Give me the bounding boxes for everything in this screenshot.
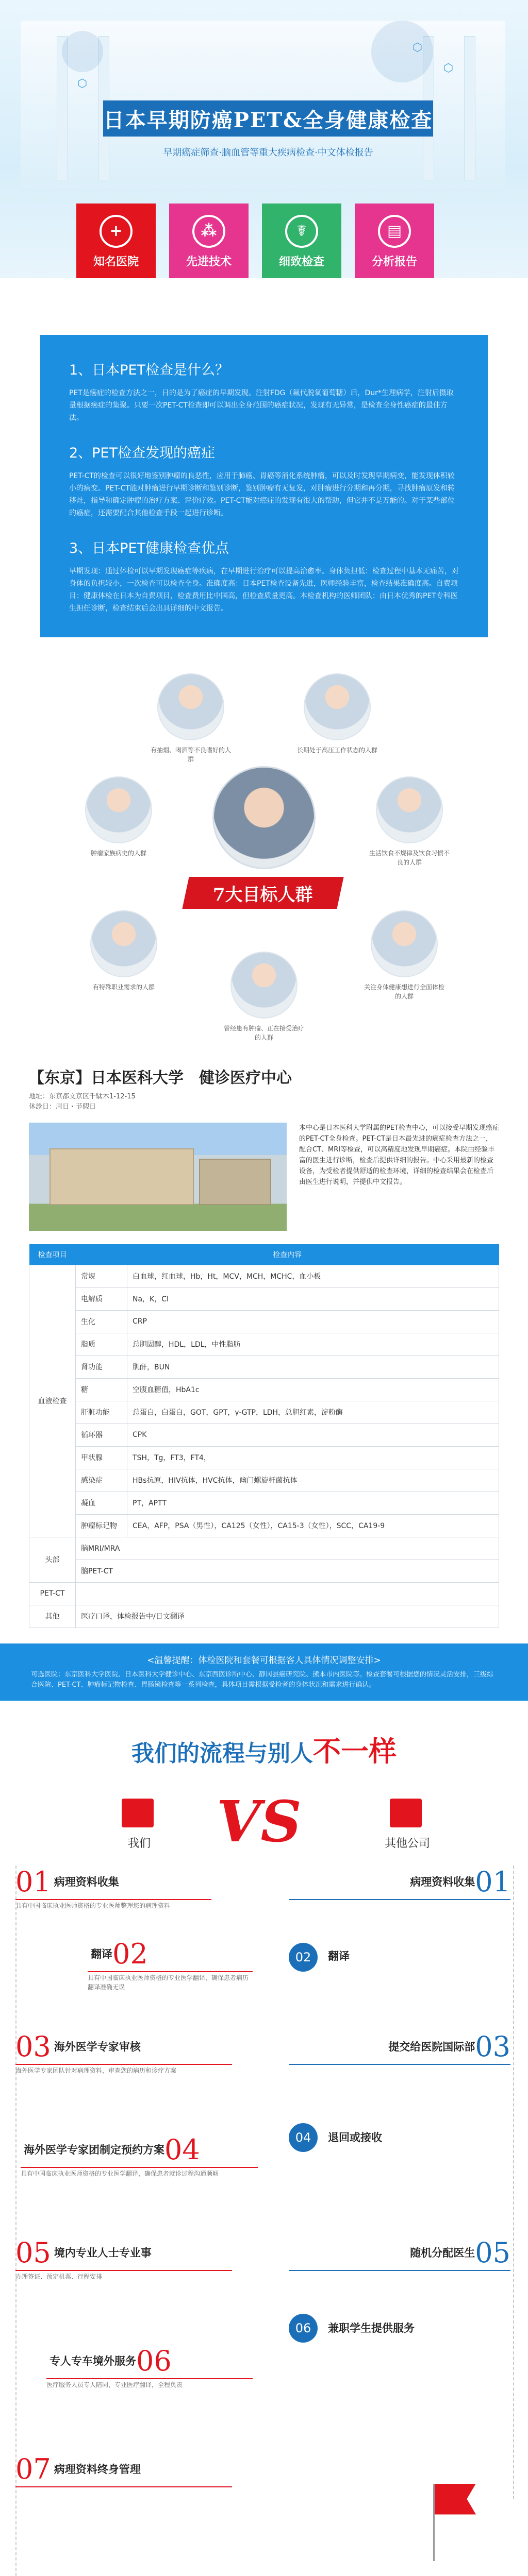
other-step bbox=[289, 2236, 510, 2271]
content-cell: 白血球，红血球，Hb，Ht，MCV，MCH，MCHC，血小板 bbox=[127, 1265, 499, 1287]
our-step bbox=[46, 2345, 253, 2389]
person-photo bbox=[157, 673, 224, 740]
content-cell: 总胆固醇，HDL，LDL，中性脂肪 bbox=[127, 1333, 499, 1355]
other-step bbox=[325, 2320, 459, 2335]
content-cell: PT，APTT bbox=[127, 1492, 499, 1514]
content-cell: 医疗口译，体检报告中/日文翻译 bbox=[76, 1605, 499, 1628]
target-group-item bbox=[296, 673, 378, 755]
step-underline bbox=[15, 2064, 232, 2065]
bubble-decoration bbox=[371, 21, 433, 82]
step-number: 01 bbox=[475, 1865, 510, 1898]
target-group-label: 肿瘤家族病史的人群 bbox=[90, 850, 146, 857]
step-number: 02 bbox=[295, 1950, 311, 1964]
pet-info-box bbox=[40, 335, 488, 637]
step-title: 退回或接收 bbox=[328, 2131, 382, 2144]
doctor-icon: ☤ bbox=[285, 215, 318, 248]
flag-icon bbox=[435, 2484, 476, 2515]
report-icon: ▤ bbox=[378, 215, 411, 248]
table-header-row bbox=[29, 1244, 499, 1265]
info-heading: 3、日本PET健康检查优点 bbox=[69, 540, 229, 556]
item-cell: 肾功能 bbox=[76, 1355, 127, 1378]
step-number: 03 bbox=[15, 2030, 51, 2063]
pillar-decoration bbox=[464, 36, 475, 180]
item-cell: 凝血 bbox=[76, 1492, 127, 1514]
target-group-item bbox=[150, 673, 232, 764]
step-title: 翻译 bbox=[91, 1948, 112, 1960]
step-desc: 办理签证、预定机票、行程安排 bbox=[15, 2273, 103, 2280]
item-cell: 生化 bbox=[76, 1310, 127, 1333]
other-step bbox=[289, 1866, 510, 1900]
building-shape bbox=[50, 1148, 194, 1205]
info-section bbox=[69, 359, 459, 424]
table-row bbox=[29, 1492, 499, 1514]
other-label: 其他公司 bbox=[384, 1837, 430, 1850]
house-icon bbox=[390, 1799, 422, 1827]
molecule-icon: ⬡ bbox=[77, 77, 88, 90]
step-underline bbox=[15, 2270, 232, 2271]
item-cell: 脂质 bbox=[76, 1333, 127, 1355]
our-step bbox=[88, 1938, 253, 1992]
target-group-label: 关注身体健康想进行全面体检的人群 bbox=[364, 984, 444, 1000]
item-cell: 循环器 bbox=[76, 1423, 127, 1446]
item-cell: 甲状腺 bbox=[76, 1446, 127, 1469]
step-underline bbox=[289, 2270, 510, 2271]
group-cell: PET-CT bbox=[29, 1582, 76, 1605]
step-title: 海外医学专家审核 bbox=[54, 2041, 141, 2053]
table-row bbox=[29, 1605, 499, 1628]
table-row bbox=[29, 1378, 499, 1401]
reminder-bar bbox=[0, 1643, 528, 1701]
reminder-title: <温馨提醒：体检医院和套餐可根据客人具体情况调整安排> bbox=[147, 1655, 381, 1666]
info-heading: 1、日本PET检查是什么？ bbox=[69, 362, 229, 378]
vs-label: VS bbox=[217, 1788, 302, 1855]
step-underline bbox=[289, 2064, 510, 2065]
flow-title-red: 不一样 bbox=[313, 1734, 397, 1768]
center-photo bbox=[212, 766, 316, 869]
cross-icon: + bbox=[100, 215, 133, 248]
target-groups bbox=[0, 663, 528, 1055]
other-timeline bbox=[513, 1866, 514, 2499]
flag-pole bbox=[433, 2484, 435, 2561]
item-cell: 糖 bbox=[76, 1378, 127, 1401]
feature-label: 细致检查 bbox=[278, 255, 324, 268]
our-label: 我们 bbox=[127, 1837, 151, 1850]
table-row bbox=[29, 1333, 499, 1355]
item-cell: 肝脏功能 bbox=[76, 1401, 127, 1423]
step-number: 03 bbox=[475, 2030, 510, 2063]
feature-technology bbox=[169, 204, 249, 278]
target-group-item bbox=[223, 952, 305, 1042]
step-underline bbox=[46, 2378, 253, 2379]
step-title: 病理资料收集 bbox=[54, 1876, 119, 1888]
step-desc: 具有中国临床执业医师资格的专业医学翻译，确保患者就诊过程沟通顺畅 bbox=[21, 2170, 219, 2177]
step-desc: 海外医学专家团队针对病理资料，审查您的病历和诊疗方案 bbox=[15, 2066, 177, 2074]
our-step bbox=[15, 2236, 232, 2281]
target-group-item bbox=[363, 910, 446, 1001]
step-title: 境内专业人士专业事 bbox=[54, 2247, 152, 2259]
step-desc: 医疗服务人员专人陪同，专业医疗翻译，全程负责 bbox=[46, 2381, 183, 2388]
step-dot bbox=[289, 1943, 318, 1972]
molecule-icon: ⁂ bbox=[192, 215, 225, 248]
building-shape bbox=[199, 1159, 271, 1205]
target-group-item bbox=[368, 776, 451, 867]
step-number: 05 bbox=[475, 2236, 510, 2269]
info-body: PET是癌症的检查方法之一，日的是为了癌症的早期发现。注射FDG（氟代脱氧葡萄糖）后，Dur*生理病学，注射后摄取量根据癌症的集聚。只要一次PET-CT检查即可以调出全身范围的癌症状况，发现有无异常，是检查全身性癌症的最佳方法。 bbox=[69, 389, 454, 422]
step-desc: 具有中国临床执业医师资格的专业医学翻译，确保患者病历翻译准确无误 bbox=[88, 1974, 249, 1991]
hospital-address: 地址：东京都文京区千駄木1-12-15 bbox=[29, 1093, 136, 1100]
other-step bbox=[325, 2129, 428, 2145]
person-photo bbox=[90, 910, 157, 977]
our-step bbox=[21, 2133, 258, 2178]
feature-label: 先进技术 bbox=[186, 255, 232, 268]
feature-report bbox=[355, 204, 434, 278]
process-comparison bbox=[0, 1721, 528, 2576]
other-step bbox=[289, 2030, 510, 2065]
person-photo bbox=[376, 776, 443, 843]
building-icon bbox=[122, 1799, 154, 1827]
info-body: 早期发现：通过体检可以早期发现癌症等疾病，在早期进行治疗可以提高治愈率。身体负担低：检查过程中基本无痛苦，对身体的负担较小，一次检查可以检查全身。准确度高：日本PET检查设备先进，医师经验丰富，检查结果准确度高。自费项目：健康体检在日本为自费项目，检查费用比中国高，但检查质量更高。本检查机构的医师团队：由日本优秀的PET专科医生担任诊断，检查结束后会出具详细的中文报告。 bbox=[69, 567, 459, 613]
content-cell: 脑PET-CT bbox=[76, 1560, 499, 1582]
person-photo bbox=[230, 952, 298, 1019]
step-desc: 具有中国临床执业医师资格的专业医师整理您的病理资料 bbox=[15, 1902, 171, 1909]
hero-title: 日本早期防癌PET&全身健康检查 bbox=[103, 108, 433, 132]
step-dot bbox=[289, 2314, 318, 2343]
group-cell: 其他 bbox=[29, 1605, 76, 1628]
hospital-photo bbox=[29, 1123, 287, 1231]
target-group-item bbox=[77, 776, 160, 858]
molecule-icon: ⬡ bbox=[443, 62, 454, 75]
person-photo bbox=[85, 776, 152, 843]
table-row bbox=[29, 1560, 499, 1582]
content-cell: CEA，AFP，PSA（男性），CA125（女性），CA15-3（女性），SCC，CA19-9 bbox=[127, 1514, 499, 1537]
content-cell: HBs抗原，HIV抗体，HVC抗体，幽门螺旋杆菌抗体 bbox=[127, 1469, 499, 1492]
content-cell: CRP bbox=[127, 1310, 499, 1333]
step-number: 01 bbox=[15, 1865, 51, 1898]
table-row bbox=[29, 1355, 499, 1378]
hero-subtitle: 早期癌症筛查·脑血管等重大疾病检查·中文体检报告 bbox=[163, 147, 373, 158]
bubble-decoration bbox=[62, 31, 103, 72]
exam-table bbox=[29, 1244, 499, 1628]
step-number: 05 bbox=[15, 2236, 51, 2269]
step-underline bbox=[289, 1899, 510, 1900]
hospital-section bbox=[29, 1065, 499, 1231]
step-dot bbox=[289, 2123, 318, 2152]
item-cell: 肿瘤标记物 bbox=[76, 1514, 127, 1537]
our-step bbox=[15, 2453, 232, 2487]
content-cell: Na，K，Cl bbox=[127, 1287, 499, 1310]
target-group-label: 有特殊职业需求的人群 bbox=[92, 984, 155, 991]
step-title: 翻译 bbox=[328, 1950, 350, 1962]
step-number: 07 bbox=[15, 2452, 51, 2485]
feature-examination bbox=[262, 204, 341, 278]
table-row bbox=[29, 1514, 499, 1537]
step-title: 兼职学生提供服务 bbox=[328, 2321, 415, 2334]
step-underline bbox=[88, 1971, 253, 1972]
step-title: 病理资料终身管理 bbox=[54, 2463, 141, 2476]
other-step bbox=[325, 1948, 428, 1963]
info-section bbox=[69, 537, 459, 615]
step-title: 随机分配医生 bbox=[410, 2247, 475, 2259]
feature-label: 分析报告 bbox=[371, 255, 417, 268]
step-number: 06 bbox=[136, 2344, 172, 2377]
content-cell: 脑MRI/MRA bbox=[76, 1537, 499, 1560]
info-heading: 2、PET检查发现的癌症 bbox=[69, 445, 216, 461]
reminder-body: 可选医院：东京医科大学医院、日本医科大学健诊中心、东京西医诊所中心、静冈县癌研究院、熊本市内医院等。检查套餐可根据您的情况灵活安排，三级综合医院、PET-CT、肿瘤标记物检查、胃肠镜检查等一系列检查，具体项目需根据受检者的身体状况和需求进行确认。 bbox=[31, 1670, 494, 1689]
our-step bbox=[15, 2030, 232, 2075]
step-title: 病理资料收集 bbox=[410, 1876, 475, 1888]
hospital-title: 【东京】日本医科大学 健诊医疗中心 bbox=[29, 1069, 292, 1087]
hero-title-banner bbox=[103, 100, 433, 137]
our-step bbox=[15, 1866, 211, 1910]
content-cell: CPK bbox=[127, 1423, 499, 1446]
target-group-label: 长期处于高压工作状态的人群 bbox=[296, 747, 377, 754]
group-cell: 血液检查 bbox=[29, 1265, 76, 1537]
step-title: 提交给医院国际部 bbox=[388, 2041, 475, 2053]
table-row bbox=[29, 1287, 499, 1310]
molecule-icon: ⬡ bbox=[412, 41, 423, 54]
item-cell: 常规 bbox=[76, 1265, 127, 1287]
table-row bbox=[29, 1537, 499, 1560]
item-cell: 感染症 bbox=[76, 1469, 127, 1492]
ribbon-text: 7大目标人群 bbox=[213, 884, 313, 905]
step-title: 专人专车境外服务 bbox=[50, 2355, 136, 2367]
table-row bbox=[29, 1469, 499, 1492]
target-group-item bbox=[82, 910, 165, 992]
table-row bbox=[29, 1582, 499, 1605]
step-underline bbox=[15, 1899, 211, 1900]
feature-label: 知名医院 bbox=[93, 255, 139, 268]
target-group-label: 有抽烟、喝酒等不良嗜好的人群 bbox=[150, 747, 231, 763]
header-item: 检查项目 bbox=[29, 1244, 76, 1265]
content-cell bbox=[76, 1582, 499, 1605]
item-cell: 电解质 bbox=[76, 1287, 127, 1310]
table-row bbox=[29, 1423, 499, 1446]
step-number: 04 bbox=[164, 2133, 200, 2166]
step-underline bbox=[21, 2167, 258, 2168]
step-underline bbox=[15, 2486, 232, 2487]
step-title: 海外医学专家团制定预约方案 bbox=[24, 2144, 164, 2156]
person-photo bbox=[371, 910, 438, 977]
flow-title bbox=[0, 1730, 528, 1769]
content-cell: 空腹血糖值，HbA1c bbox=[127, 1378, 499, 1401]
group-cell: 头部 bbox=[29, 1537, 76, 1582]
flow-title-blue: 我们的流程与别人 bbox=[131, 1740, 313, 1767]
content-cell: 肌酐，BUN bbox=[127, 1355, 499, 1378]
feature-list bbox=[76, 204, 434, 278]
hospital-holiday: 休診日：周日・节假日 bbox=[29, 1103, 96, 1111]
person-photo bbox=[304, 673, 371, 740]
content-cell: 总蛋白，白蛋白，GOT，GPT，γ-GTP，LDH，总胆红素，淀粉酶 bbox=[127, 1401, 499, 1423]
target-ribbon bbox=[182, 877, 343, 909]
target-group-label: 曾经患有肿瘤、正在接受治疗的人群 bbox=[223, 1025, 304, 1041]
hospital-row bbox=[29, 1123, 499, 1231]
table-row bbox=[29, 1401, 499, 1423]
table-row bbox=[29, 1310, 499, 1333]
content-cell: TSH，Tg，FT3，FT4， bbox=[127, 1446, 499, 1469]
step-number: 02 bbox=[112, 1937, 148, 1970]
table-row bbox=[29, 1446, 499, 1469]
step-number: 04 bbox=[295, 2130, 311, 2145]
feature-hospital bbox=[76, 204, 156, 278]
hero-banner bbox=[0, 0, 528, 278]
target-group-label: 生活饮食不规律及饮食习惯不良的人群 bbox=[369, 850, 450, 866]
header-content: 检查内容 bbox=[76, 1244, 499, 1265]
table-row bbox=[29, 1265, 499, 1287]
step-number: 06 bbox=[295, 2320, 311, 2335]
info-body: PET-CT的检查可以很好地鉴别肿瘤的良恶性，应用于肺癌、胃癌等消化系统肿瘤，可以及时发现早期病变，能发现体积较小的病变。PET-CT能对肿瘤进行早期诊断和鉴别诊断，鉴别肿瘤有无复发，对肿瘤进行分期和再分期，寻找肿瘤原发和转移灶，指导和确定肿瘤的治疗方案、评价疗效。PET-CT能对癌症的发现有很大的帮助，但它并不是万能的。对于某些部位的癌症，还需要配合其他检查手段一起进行诊断。 bbox=[69, 472, 455, 517]
info-section bbox=[69, 442, 459, 519]
hospital-description: 本中心是日本医科大学附属的PET检查中心，可以接受早期发现癌症的PET-CT全身检查。PET-CT是日本最先进的癌症检查方法之一，配合CT、MRI等检查，可以高精度地发现早期癌症。本院由经验丰富的医生进行诊断，检查后提供详细的报告。中心采用最新的检查设备，为受检者提供舒适的检查环境，详细的检查结果会在检查后由医生进行说明，并提供中文报告。 bbox=[299, 1124, 499, 1186]
